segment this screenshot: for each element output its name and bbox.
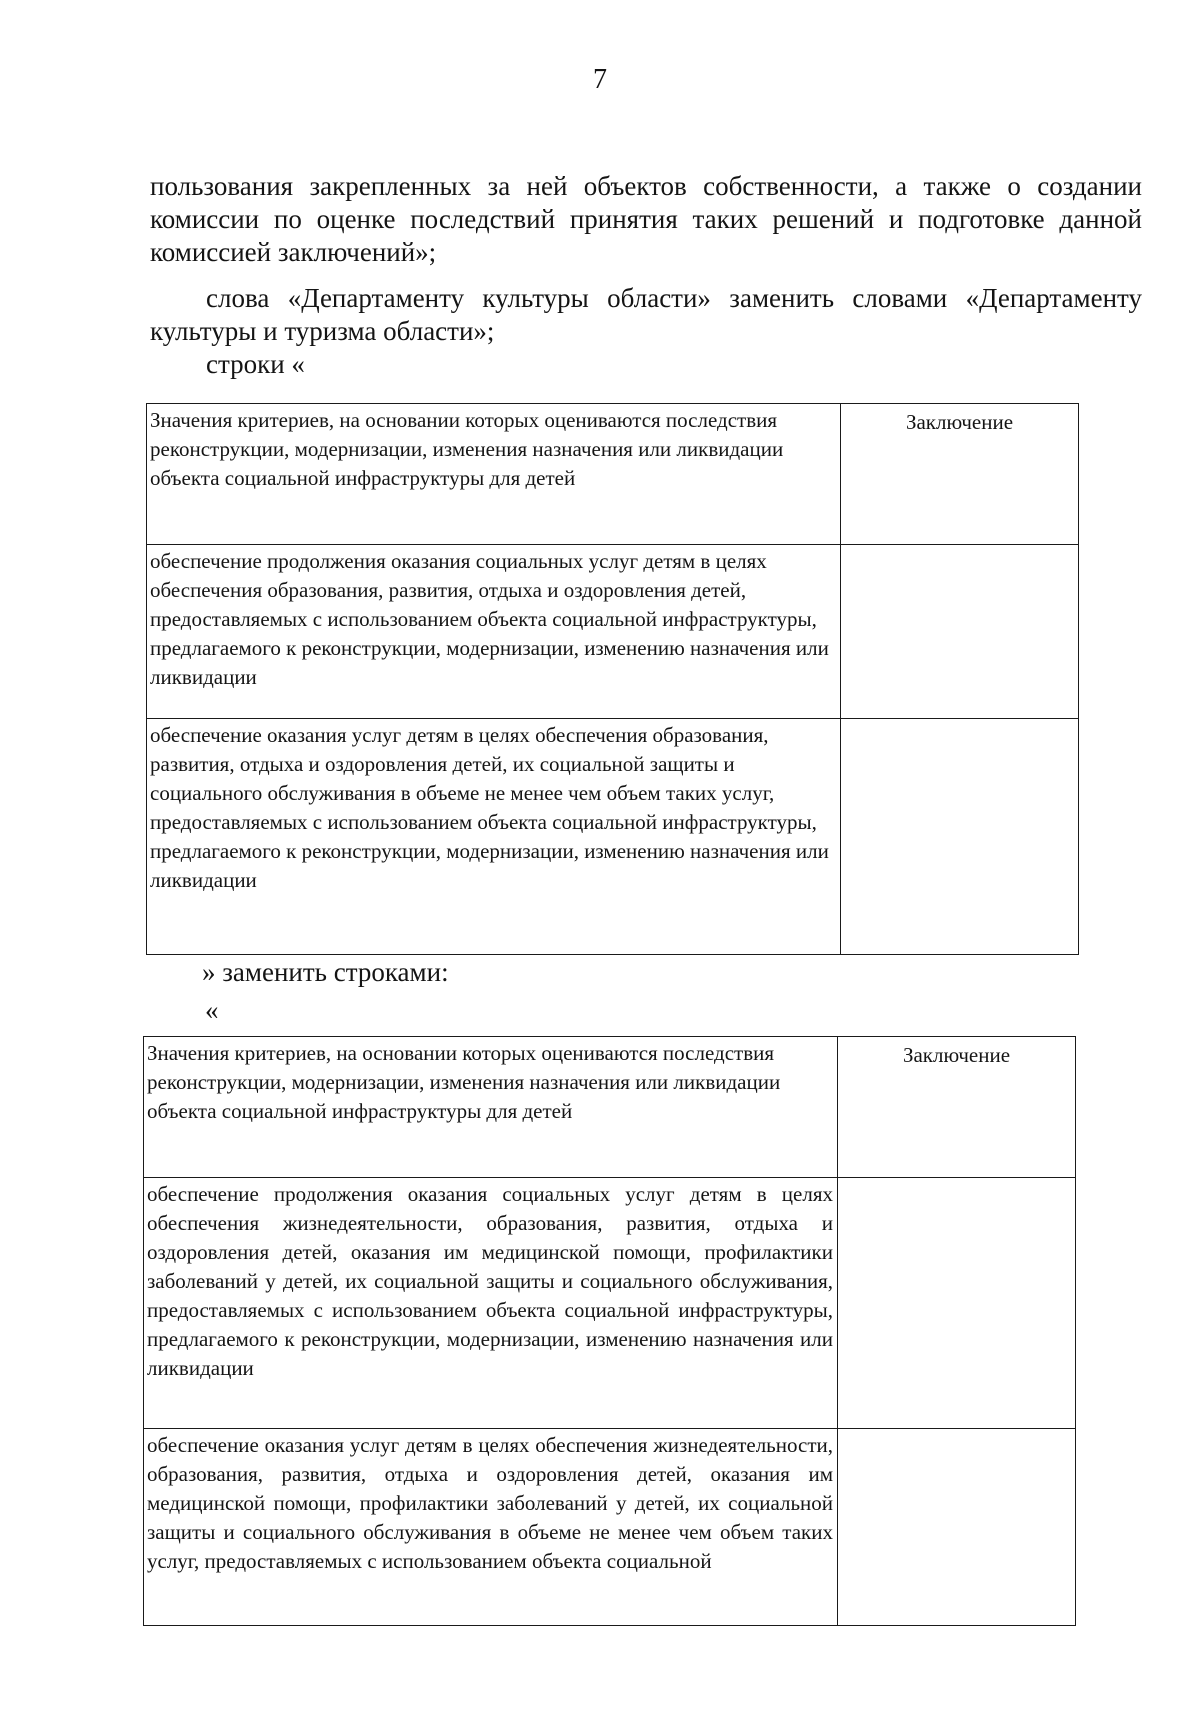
table-row — [147, 545, 1079, 719]
conclusion-cell — [838, 1429, 1076, 1626]
strings-label: строки « — [206, 349, 305, 379]
open-quote: « — [205, 995, 219, 1025]
conclusion-cell — [841, 545, 1079, 719]
replace-paragraph: слова «Департаменту культуры области» заменить словами «Департаменту культуры и туризма области»; — [150, 283, 1142, 346]
criteria-text: обеспечение оказания услуг детям в целях обеспечения образования, развития, отдыха и оздоровления детей, их социальной защиты и социального обслуживания в объеме не менее чем объем таких услуг, предоставляемых с использованием объекта социальной инфраструктуры, предлагаемого к реконструкции, модернизации, изменению назначения или ликвидации — [150, 723, 829, 892]
criteria-cell — [144, 1178, 838, 1429]
intro-paragraph: пользования закрепленных за ней объектов собственности, а также о создании комиссии по оценке последствий принятия таких решений и подготовке данной комиссией заключений»; — [150, 171, 1142, 267]
conclusion-cell — [838, 1178, 1076, 1429]
conclusion-header-text: Заключение — [902, 1043, 1011, 1067]
criteria-header-cell — [144, 1037, 838, 1178]
criteria-header-text: Значения критериев, на основании которых оцениваются последствия реконструкции, модернизации, изменения назначения или ликвидации объекта социальной инфраструктуры для детей — [147, 1041, 781, 1123]
table-row — [144, 1429, 1076, 1626]
conclusion-header-text: Заключение — [905, 410, 1014, 434]
criteria-header-cell — [147, 404, 841, 545]
table-row — [147, 719, 1079, 955]
criteria-header-text: Значения критериев, на основании которых оцениваются последствия реконструкции, модернизации, изменения назначения или ликвидации объекта социальной инфраструктуры для детей — [150, 408, 784, 490]
new-criteria-table — [143, 1036, 1076, 1626]
replace-with-label: » заменить строками: — [202, 957, 449, 987]
criteria-text: обеспечение продолжения оказания социальных услуг детям в целях обеспечения образования, развития, отдыха и оздоровления детей, предоставляемых с использованием объекта социальной инфраструктуры, предлагаемого к реконструкции, модернизации, изменению назначения или ликвидации — [150, 549, 829, 689]
page-number: 7 — [593, 64, 607, 95]
criteria-cell — [147, 545, 841, 719]
old-criteria-table — [146, 403, 1079, 955]
conclusion-cell — [841, 719, 1079, 955]
criteria-cell — [144, 1429, 838, 1626]
conclusion-header-cell — [841, 404, 1079, 545]
table-header-row — [147, 404, 1079, 545]
criteria-text: обеспечение продолжения оказания социальных услуг детям в целях обеспечения жизнедеятельности, образования, развития, отдыха и оздоровления детей, оказания им медицинской помощи, профилактики заболеваний у детей, их социальной защиты и социального обслуживания, предоставляемых с использованием объекта социальной инфраструктуры, предлагаемого к реконструкции, модернизации, изменению назначения или ликвидации — [147, 1182, 833, 1380]
conclusion-header-cell — [838, 1037, 1076, 1178]
criteria-text: обеспечение оказания услуг детям в целях обеспечения жизнедеятельности, образования, развития, отдыха и оздоровления детей, оказания им медицинской помощи, профилактики заболеваний у детей, их социальной защиты и социального обслуживания в объеме не менее чем объем таких услуг, предоставляемых с использованием объекта социальной — [147, 1433, 833, 1573]
criteria-cell — [147, 719, 841, 955]
table-header-row — [144, 1037, 1076, 1178]
table-row — [144, 1178, 1076, 1429]
